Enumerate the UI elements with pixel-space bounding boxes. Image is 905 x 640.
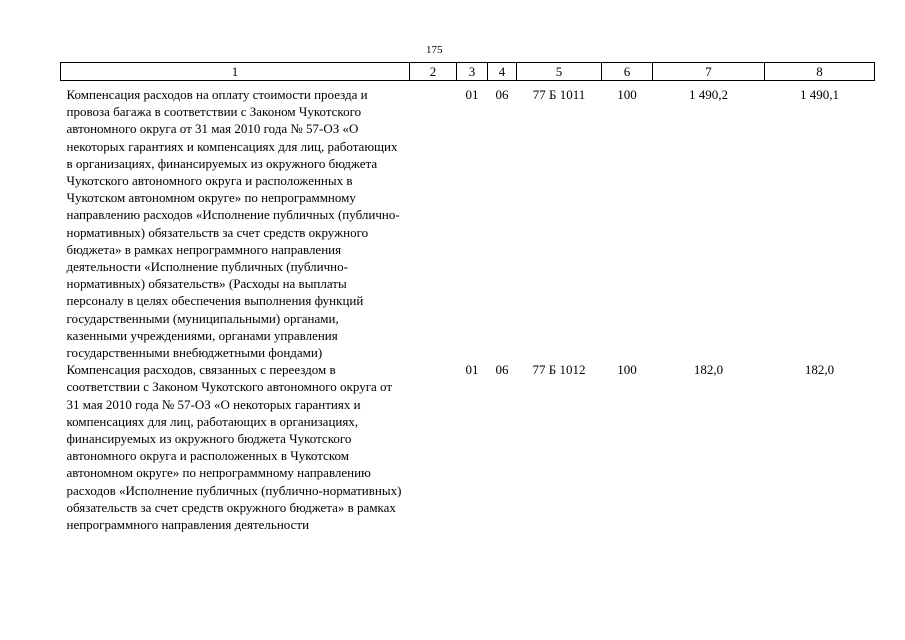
table-row [61,361,875,533]
row-amount-7: 182,0 [693,362,724,378]
row-amount-8: 1 490,1 [800,87,839,102]
row-expense-type: 100 [617,362,637,378]
column-header-6: 6 [602,63,653,81]
column-header-4: 4 [488,63,517,81]
column-header-3: 3 [457,63,488,81]
page-number: 175 [426,44,443,56]
row-expense-type: 100 [617,87,637,102]
budget-table [60,62,875,533]
row-col2 [410,81,457,362]
header-row [61,63,875,81]
row-description: Компенсация расходов, связанных с переездом в соответствии с Законом Чукотского автономного округа от 31 мая 2010 года № 57-ОЗ «О некоторых гарантиях и компенсациях для лиц, работающих в организациях, финансируемых из окружного бюджета Чукотского автономного округа и расположенных в Чукотском автономном округе» по непрограммному направлению расходов «Исполнение публичных (публично-нормативных) обязательств за счет средств окружного бюджета» в рамках непрограммного направления деятельности [66,362,402,533]
table-row [61,81,875,362]
column-header-7: 7 [653,63,765,81]
row-target-article: 77 Б 1012 [532,362,586,378]
row-subsection: 06 [495,362,509,378]
row-section: 01 [465,87,479,102]
column-header-2: 2 [410,63,457,81]
column-header-5: 5 [517,63,602,81]
column-header-1: 1 [61,63,410,81]
row-col2 [410,361,457,533]
row-amount-8: 182,0 [804,362,835,378]
row-amount-7: 1 490,2 [689,87,728,102]
row-description: Компенсация расходов на оплату стоимости проезда и провоза багажа в соответствии с Законом Чукотского автономного округа от 31 мая 2010 года № 57-ОЗ «О некоторых гарантиях и компенсациях для лиц, работающих в организациях, финансируемых из окружного бюджета Чукотского автономного округа и расположенных в Чукотском автономном округе» по непрограммному направлению расходов «Исполнение публичных (публично-нормативных) обязательств за счет средств окружного бюджета» в рамках непрограммного направления деятельности «Исполнение публичных (публично-нормативных) обязательств» (Расходы на выплаты персоналу в целях обеспечения выполнения функций государственными (муниципальными) органами, казенными учреждениями, органами управления государственными внебюджетными фондами) [66,87,400,361]
row-section: 01 [465,362,479,378]
row-target-article: 77 Б 1011 [532,87,586,102]
column-header-8: 8 [765,63,875,81]
row-subsection: 06 [495,87,509,102]
